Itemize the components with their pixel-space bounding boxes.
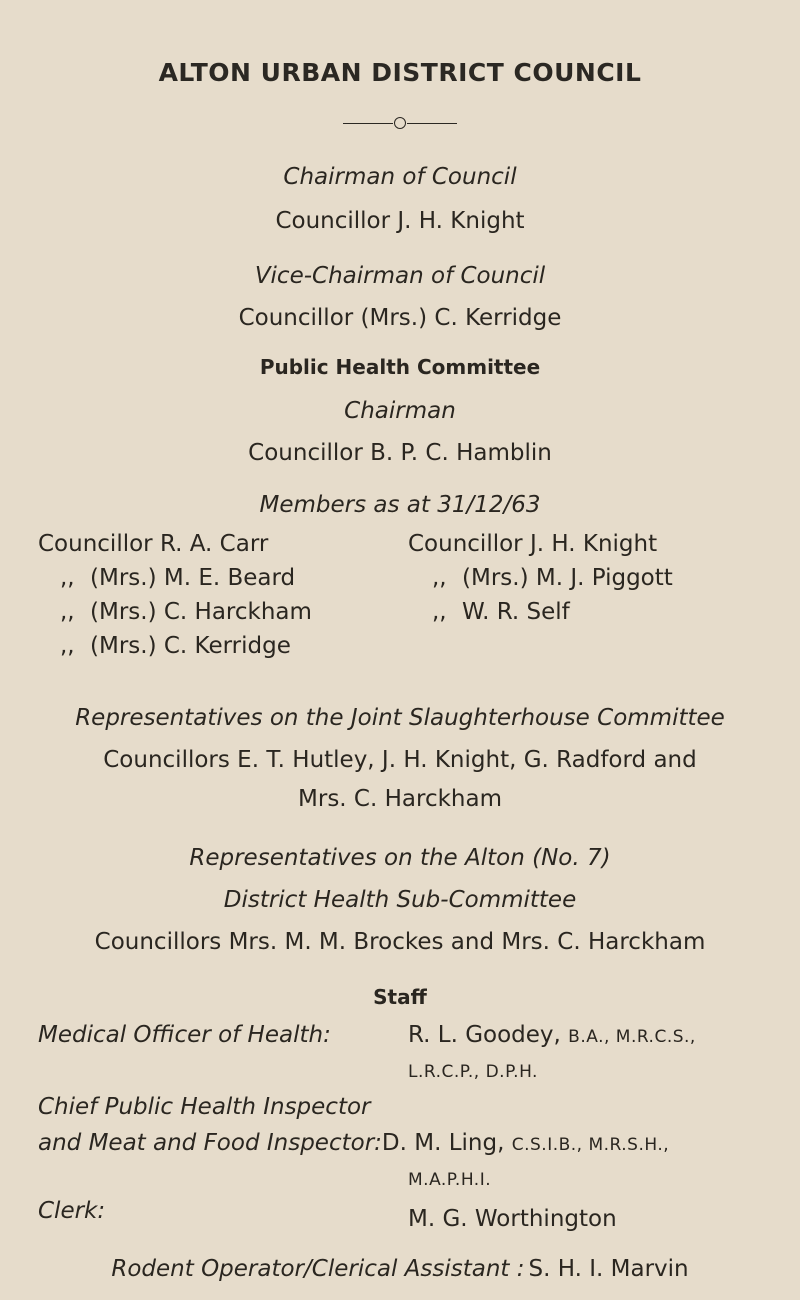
moh-quals-2: L.R.C.P., D.P.H.	[408, 1062, 538, 1082]
ph-chairman-heading: Chairman	[344, 398, 456, 424]
vice-chairman-heading: Vice-Chairman of Council	[254, 263, 546, 289]
chairman-name: Councillor J. H. Knight	[275, 208, 525, 234]
clerk-label: Clerk:	[38, 1198, 106, 1224]
moh-label: Medical Officer of Health:	[38, 1022, 331, 1048]
slaughterhouse-line2: Mrs. C. Harckham	[298, 786, 502, 812]
district-health-heading-2: District Health Sub-Committee	[223, 887, 577, 913]
district-health-members: Councillors Mrs. M. M. Brockes and Mrs. C. Harckham	[94, 929, 706, 955]
page-title: ALTON URBAN DISTRICT COUNCIL	[158, 58, 642, 87]
separator	[0, 114, 800, 131]
member-right-2: ,, (Mrs.) M. J. Piggott	[432, 565, 673, 591]
cphi-label-1: Chief Public Health Inspector	[38, 1094, 371, 1120]
clerk-name: M. G. Worthington	[408, 1206, 617, 1232]
separator-o	[394, 117, 406, 129]
public-health-heading: Public Health Committee	[259, 355, 541, 379]
district-health-heading-1: Representatives on the Alton (No. 7)	[189, 845, 611, 871]
members-heading: Members as at 31/12/63	[259, 492, 541, 518]
rodent-line: Rodent Operator/Clerical Assistant : S. H. I. Marvin	[111, 1256, 689, 1282]
cphi-label-2: and Meat and Food Inspector:D. M. Ling, C.S.I.B., M.R.S.H.,	[38, 1130, 670, 1156]
moh-name-line: R. L. Goodey, B.A., M.R.C.S.,	[408, 1022, 696, 1048]
slaughterhouse-line1: Councillors E. T. Hutley, J. H. Knight, G. Radford and	[103, 747, 697, 773]
member-left-3: ,, (Mrs.) C. Harckham	[60, 599, 312, 625]
member-right-1: Councillor J. H. Knight	[408, 531, 658, 557]
member-left-2: ,, (Mrs.) M. E. Beard	[60, 565, 296, 591]
member-right-3: ,, W. R. Self	[432, 599, 570, 625]
vice-chairman-name: Councillor (Mrs.) C. Kerridge	[238, 305, 562, 331]
cphi-quals-2: M.A.P.H.I.	[408, 1170, 492, 1190]
staff-heading: Staff	[373, 985, 427, 1009]
slaughterhouse-heading: Representatives on the Joint Slaughterhouse Committee	[75, 705, 725, 731]
ph-chairman-name: Councillor B. P. C. Hamblin	[248, 440, 552, 466]
member-left-1: Councillor R. A. Carr	[38, 531, 269, 557]
chairman-heading: Chairman of Council	[283, 164, 517, 190]
member-left-4: ,, (Mrs.) C. Kerridge	[60, 633, 291, 659]
